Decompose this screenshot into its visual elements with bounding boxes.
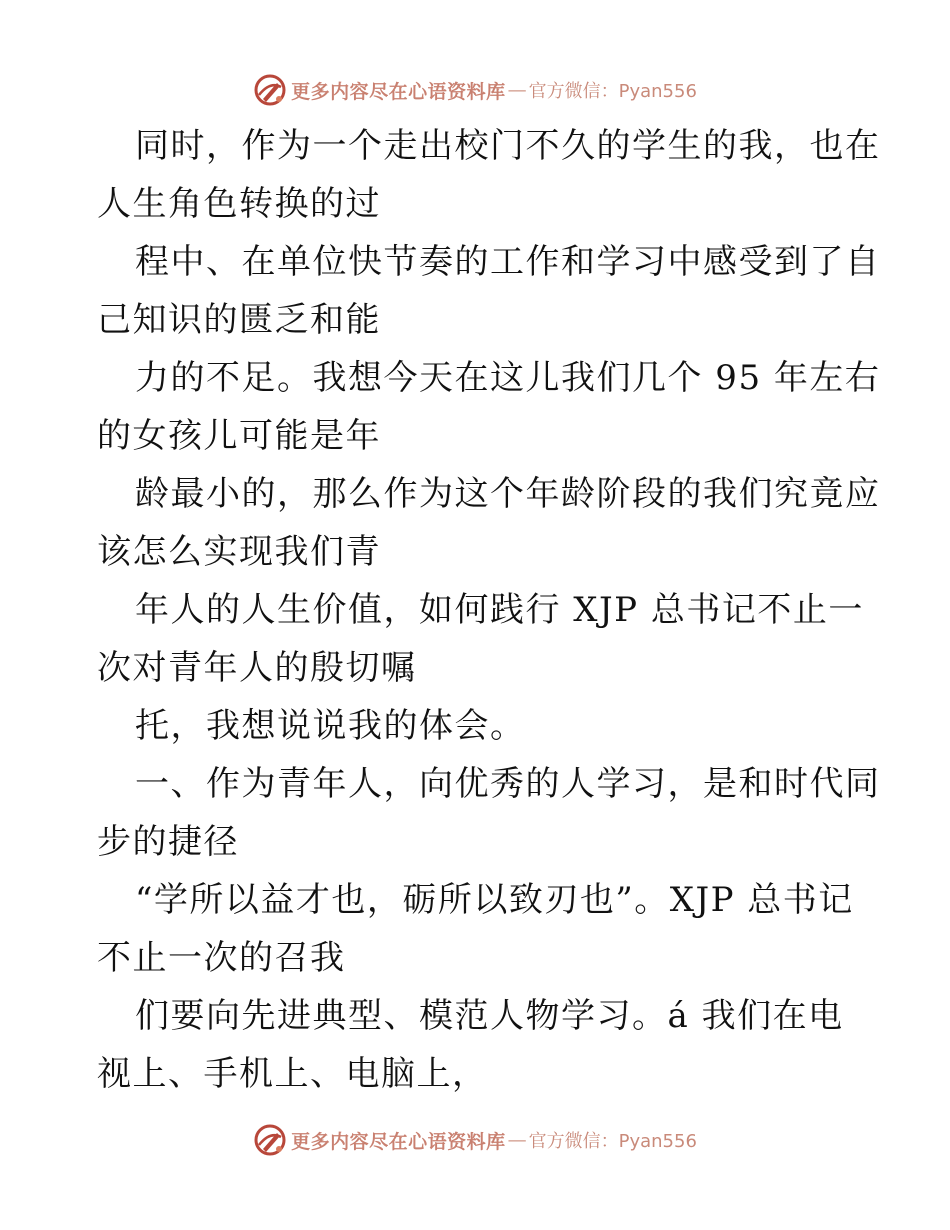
banner-separator: — [507, 79, 527, 101]
text-line: 力的不足。我想今天在这儿我们几个 95 年左右 [135, 358, 881, 398]
document-body [97, 117, 881, 1103]
text-line: 一、作为青年人，向优秀的人学习，是和时代同 [135, 764, 881, 804]
library-logo-icon [253, 1123, 287, 1157]
text-line: 该怎么实现我们青 [97, 532, 381, 572]
text-line: 次对青年人的殷切嘱 [97, 648, 417, 688]
footer-banner [0, 1120, 950, 1160]
text-line: 龄最小的，那么作为这个年龄阶段的我们究竟应 [135, 474, 881, 514]
text-line: 程中、在单位快节奏的工作和学习中感受到了自 [135, 242, 881, 282]
text-line: 步的捷径 [97, 822, 239, 862]
text-line: 人生角色转换的过 [97, 184, 381, 224]
text-line: 视上、手机上、电脑上， [97, 1054, 488, 1094]
text-line: 同时，作为一个走出校门不久的学生的我，也在 [135, 126, 881, 166]
text-line: 年人的人生价值，如何践行 XJP 总书记不止一 [135, 590, 864, 630]
banner-title: 更多内容尽在心语资料库 [291, 1130, 506, 1153]
library-logo-icon [253, 73, 287, 107]
banner-weixin: 官方微信：Pyan556 [528, 1131, 697, 1152]
banner-title: 更多内容尽在心语资料库 [291, 80, 506, 103]
text-line: 们要向先进典型、模范人物学习。á 我们在电 [135, 996, 844, 1036]
text-line: 不止一次的召我 [97, 938, 346, 978]
text-line: 托，我想说说我的体会。 [135, 706, 526, 746]
text-line: 己知识的匮乏和能 [97, 300, 381, 340]
text-line: “学所以益才也，砺所以致刃也”。XJP 总书记 [135, 880, 854, 920]
header-banner [0, 70, 950, 110]
banner-separator: — [507, 1129, 527, 1151]
banner-weixin: 官方微信：Pyan556 [528, 81, 697, 102]
text-line: 的女孩儿可能是年 [97, 416, 381, 456]
